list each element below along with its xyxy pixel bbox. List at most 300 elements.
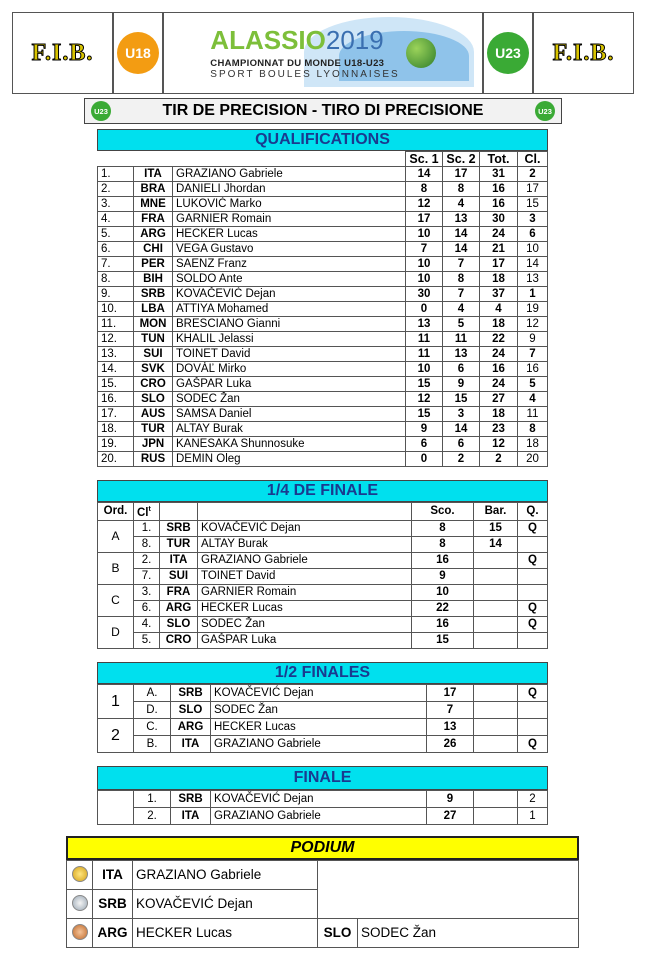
qual-name: ALTAY Burak [173,422,406,437]
quarter-nat: SRB [160,520,198,536]
quarter-ord: C [98,584,134,616]
qual-cl: 11 [518,407,548,422]
final-bar [474,808,518,825]
quarter-cl: 6. [134,600,160,616]
final-rank: 1 [518,808,548,825]
event-logo-box [163,12,483,94]
qual-name: DOVÁĽ Mirko [173,362,406,377]
quarter-q [518,568,548,584]
qual-sc2: 5 [443,317,480,332]
qual-rank: 6. [98,242,134,257]
event-line1: CHAMPIONNAT DU MONDE U18-U23 [210,57,385,69]
quarter-nat: FRA [160,584,198,600]
semi-row [98,719,548,736]
qual-cl: 17 [518,182,548,197]
qual-tot: 16 [480,362,518,377]
qual-tot: 22 [480,332,518,347]
qual-cl: 12 [518,317,548,332]
qual-sc2: 4 [443,197,480,212]
semi-ord: 2 [98,719,134,753]
qual-row [98,197,548,212]
qual-tot: 17 [480,257,518,272]
qual-nat: TUN [134,332,173,347]
qual-row [98,377,548,392]
qual-name: BRESCIANO Gianni [173,317,406,332]
qual-cl: 20 [518,452,548,467]
quarter-name: GAŠPAR Luka [198,632,412,648]
qual-name: GRAZIANO Gabriele [173,167,406,182]
quarter-score: 15 [412,632,474,648]
quarter-bar [474,600,518,616]
qual-tot: 24 [480,347,518,362]
quarter-header: 1/4 DE FINALE [97,480,548,502]
semi-header: 1/2 FINALES [97,662,548,684]
semi-name: HECKER Lucas [211,719,427,736]
quarter-row [98,584,548,600]
qual-tot: 4 [480,302,518,317]
podium-header [66,836,579,860]
qual-name: SAMSA Daniel [173,407,406,422]
qual-sc1: 0 [406,302,443,317]
boule-icon [406,38,436,68]
qual-sc2: 2 [443,452,480,467]
podium-row-bronze [67,919,579,948]
quarter-nat: TUR [160,536,198,552]
qual-rank: 13. [98,347,134,362]
event-name: ALASSIO [210,24,326,55]
event-logo [210,24,435,80]
semi-cl: B. [134,736,171,753]
quarter-q: Q [518,600,548,616]
qual-sc1: 0 [406,452,443,467]
qual-sc2: 11 [443,332,480,347]
qual-nat: CRO [134,377,173,392]
qual-nat: RUS [134,452,173,467]
qual-rank: 9. [98,287,134,302]
bronze-medal-icon [72,924,88,940]
quarter-score: 9 [412,568,474,584]
qual-sc1: 15 [406,377,443,392]
quarter-score: 8 [412,520,474,536]
qual-nat: PER [134,257,173,272]
quarter-name: GRAZIANO Gabriele [198,552,412,568]
semi-row [98,685,548,702]
qual-sc2: 14 [443,227,480,242]
final-nat: SRB [171,791,211,808]
qual-row [98,257,548,272]
qual-row [98,347,548,362]
qual-cl: 10 [518,242,548,257]
col-cl: Cl. [518,152,548,167]
qual-row [98,227,548,242]
gold-medal-icon [72,866,88,882]
quarter-nat: SLO [160,616,198,632]
qual-nat: JPN [134,437,173,452]
quarter-bar: 14 [474,536,518,552]
qual-sc2: 13 [443,347,480,362]
qual-rank: 8. [98,272,134,287]
fib-logo-right-box [533,12,634,94]
final-name: KOVAČEVIĆ Dejan [211,791,427,808]
qual-row [98,422,548,437]
qual-sc1: 17 [406,212,443,227]
qual-sc1: 13 [406,317,443,332]
qual-sc2: 7 [443,257,480,272]
qual-tot: 27 [480,392,518,407]
u23-badge-box [483,12,533,94]
qual-nat: SLO [134,392,173,407]
silver-medal-icon [72,895,88,911]
quarter-name: GARNIER Romain [198,584,412,600]
qual-rank: 15. [98,377,134,392]
podium-bronze-nat: ARG [93,919,133,948]
semi-name: SODEC Žan [211,702,427,719]
semi-name: KOVAČEVIĆ Dejan [211,685,427,702]
quarter-table [97,502,548,649]
u23-small-badge-right: U23 [535,101,555,121]
u23-badge: U23 [487,32,529,74]
quarter-cl: 1. [134,520,160,536]
qual-name: HECKER Lucas [173,227,406,242]
qual-name: KANESAKA Shunnosuke [173,437,406,452]
final-score: 27 [427,808,474,825]
qual-tot: 24 [480,227,518,242]
final-rank: 2 [518,791,548,808]
quarter-cl: 3. [134,584,160,600]
quarter-name: SODEC Žan [198,616,412,632]
quarter-score: 10 [412,584,474,600]
quarter-name: KOVAČEVIĆ Dejan [198,520,412,536]
semi-nat: ITA [171,736,211,753]
qual-sc1: 14 [406,167,443,182]
event-line2: SPORT BOULES LYONNAISES [210,68,400,80]
quarter-score: 22 [412,600,474,616]
quarter-q [518,584,548,600]
qual-sc1: 6 [406,437,443,452]
podium-title: PODIUM [290,839,355,856]
quarter-score: 16 [412,552,474,568]
qual-name: SODEC Žan [173,392,406,407]
qual-sc2: 13 [443,212,480,227]
qual-sc2: 6 [443,437,480,452]
event-year: 2019 [325,24,384,55]
qual-rank: 2. [98,182,134,197]
semi-name: GRAZIANO Gabriele [211,736,427,753]
qualifications-header: QUALIFICATIONS [97,129,548,151]
qualifications-header-row [98,152,548,167]
qual-tot: 37 [480,287,518,302]
qual-name: GAŠPAR Luka [173,377,406,392]
page-title: TIR DE PRECISION - TIRO DI PRECISIONE [162,102,484,119]
qual-name: GARNIER Romain [173,212,406,227]
semi-row [98,736,548,753]
qual-rank: 5. [98,227,134,242]
quarter-ord: A [98,520,134,552]
semi-q: Q [518,685,548,702]
qual-name: VEGA Gustavo [173,242,406,257]
semi-score: 13 [427,719,474,736]
qual-sc1: 7 [406,242,443,257]
qual-tot: 31 [480,167,518,182]
qual-rank: 4. [98,212,134,227]
quarter-ord: D [98,616,134,648]
qual-nat: AUS [134,407,173,422]
u18-badge-box [113,12,163,94]
qual-row [98,272,548,287]
podium-bronze-name: HECKER Lucas [133,919,318,948]
qual-cl: 18 [518,437,548,452]
qual-cl: 15 [518,197,548,212]
col-sc2: Sc. 2 [443,152,480,167]
semi-row [98,702,548,719]
qual-sc1: 15 [406,407,443,422]
qual-row [98,332,548,347]
qual-name: ATTIYA Mohamed [173,302,406,317]
final-nat: ITA [171,808,211,825]
qual-row [98,317,548,332]
quarter-cl: 7. [134,568,160,584]
quarter-score: 16 [412,616,474,632]
quarter-q: Q [518,552,548,568]
podium-bronze2-nat: SLO [318,919,358,948]
qual-row [98,167,548,182]
semi-bar [474,719,518,736]
qual-name: DANIELI Jhordan [173,182,406,197]
qual-sc1: 30 [406,287,443,302]
qual-nat: SUI [134,347,173,362]
qual-name: LUKOVIĆ Marko [173,197,406,212]
quarter-q: Q [518,520,548,536]
qual-sc2: 7 [443,287,480,302]
semi-cl: C. [134,719,171,736]
qual-nat: LBA [134,302,173,317]
qual-sc2: 8 [443,272,480,287]
qual-nat: MNE [134,197,173,212]
qual-sc2: 14 [443,242,480,257]
qual-nat: TUR [134,422,173,437]
u23-small-badge-left: U23 [91,101,111,121]
semi-table [97,684,548,753]
qual-cl: 9 [518,332,548,347]
podium-gold-name: GRAZIANO Gabriele [133,861,318,890]
quarter-row [98,552,548,568]
qual-nat: SVK [134,362,173,377]
quarter-row [98,568,548,584]
semi-bar [474,736,518,753]
quarter-bar [474,616,518,632]
page-title-bar [84,98,562,124]
semi-bar [474,685,518,702]
semi-score: 7 [427,702,474,719]
qual-tot: 2 [480,452,518,467]
qual-row [98,287,548,302]
quarter-cl: 2. [134,552,160,568]
col-sc1: Sc. 1 [406,152,443,167]
semi-ord: 1 [98,685,134,719]
qual-sc1: 12 [406,197,443,212]
quarter-q: Q [518,616,548,632]
qual-cl: 6 [518,227,548,242]
qual-name: DEMIN Oleg [173,452,406,467]
qual-rank: 19. [98,437,134,452]
col-q: Q. [518,503,548,521]
final-score: 9 [427,791,474,808]
qual-row [98,302,548,317]
quarter-cl: 5. [134,632,160,648]
col-sco: Sco. [412,503,474,521]
quarter-q [518,632,548,648]
qual-sc1: 8 [406,182,443,197]
quarter-header-row [98,503,548,521]
final-cl: 2. [134,808,171,825]
qual-sc1: 11 [406,347,443,362]
qual-row [98,407,548,422]
qual-sc1: 11 [406,332,443,347]
qual-nat: MON [134,317,173,332]
qual-sc2: 4 [443,302,480,317]
qual-cl: 8 [518,422,548,437]
semi-q [518,702,548,719]
qual-row [98,242,548,257]
semi-nat: SRB [171,685,211,702]
podium-bronze2-name: SODEC Žan [358,919,579,948]
semi-nat: ARG [171,719,211,736]
qual-sc2: 15 [443,392,480,407]
quarter-row [98,632,548,648]
qual-cl: 19 [518,302,548,317]
qual-row [98,182,548,197]
quarter-bar [474,568,518,584]
qual-rank: 12. [98,332,134,347]
col-bar: Bar. [474,503,518,521]
qual-cl: 1 [518,287,548,302]
podium-gold-nat: ITA [93,861,133,890]
quarter-bar [474,552,518,568]
fib-logo-left-box [12,12,113,94]
semi-nat: SLO [171,702,211,719]
qual-sc1: 10 [406,362,443,377]
qual-tot: 30 [480,212,518,227]
qual-name: TOINET David [173,347,406,362]
qual-sc2: 14 [443,422,480,437]
qual-name: SAENZ Franz [173,257,406,272]
quarter-bar [474,632,518,648]
final-name: GRAZIANO Gabriele [211,808,427,825]
qual-sc2: 8 [443,182,480,197]
qual-cl: 13 [518,272,548,287]
col-ord: Ord. [98,503,134,521]
semi-score: 17 [427,685,474,702]
qual-nat: ITA [134,167,173,182]
qual-row [98,437,548,452]
qual-sc1: 10 [406,272,443,287]
quarter-score: 8 [412,536,474,552]
final-table [97,790,548,825]
final-header: FINALE [97,766,548,790]
podium-silver-name: KOVAČEVIĆ Dejan [133,890,318,919]
quarter-row [98,600,548,616]
qual-rank: 7. [98,257,134,272]
qual-cl: 14 [518,257,548,272]
semi-score: 26 [427,736,474,753]
fib-logo-right: F.I.B. [552,39,615,66]
quarter-name: TOINET David [198,568,412,584]
quarter-bar: 15 [474,520,518,536]
qualifications-table [97,151,548,467]
qual-nat: BRA [134,182,173,197]
final-blank [98,791,134,825]
qual-cl: 5 [518,377,548,392]
semi-cl: D. [134,702,171,719]
podium-row-gold [67,861,579,890]
semi-q: Q [518,736,548,753]
col-clt: Cl$^t$ [134,503,160,521]
fib-logo-left: F.I.B. [31,39,94,66]
qual-sc1: 12 [406,392,443,407]
semi-bar [474,702,518,719]
qual-tot: 12 [480,437,518,452]
qual-name: SOLDO Ante [173,272,406,287]
qual-name: KHALIL Jelassi [173,332,406,347]
qual-sc1: 9 [406,422,443,437]
qual-cl: 7 [518,347,548,362]
podium-silver-nat: SRB [93,890,133,919]
final-cl: 1. [134,791,171,808]
qual-tot: 18 [480,317,518,332]
quarter-nat: ITA [160,552,198,568]
qual-row [98,452,548,467]
quarter-cl: 4. [134,616,160,632]
quarter-nat: SUI [160,568,198,584]
quarter-name: ALTAY Burak [198,536,412,552]
qual-rank: 18. [98,422,134,437]
qual-sc2: 3 [443,407,480,422]
semi-cl: A. [134,685,171,702]
u18-badge: U18 [117,32,159,74]
qual-rank: 1. [98,167,134,182]
qual-row [98,362,548,377]
qual-tot: 18 [480,407,518,422]
qual-sc2: 6 [443,362,480,377]
qual-rank: 17. [98,407,134,422]
quarter-nat: CRO [160,632,198,648]
quarter-nat: ARG [160,600,198,616]
qual-row [98,212,548,227]
quarter-cl: 8. [134,536,160,552]
qual-cl: 16 [518,362,548,377]
qual-sc1: 10 [406,257,443,272]
qual-rank: 16. [98,392,134,407]
semi-q [518,719,548,736]
qual-rank: 11. [98,317,134,332]
qual-rank: 20. [98,452,134,467]
qual-name: KOVAČEVIĆ Dejan [173,287,406,302]
podium-table [66,860,579,948]
final-bar [474,791,518,808]
qual-tot: 24 [480,377,518,392]
qual-tot: 16 [480,182,518,197]
qual-rank: 10. [98,302,134,317]
qual-nat: ARG [134,227,173,242]
qual-nat: FRA [134,212,173,227]
final-row [98,791,548,808]
qual-sc2: 9 [443,377,480,392]
qual-rank: 3. [98,197,134,212]
qual-nat: BIH [134,272,173,287]
quarter-bar [474,584,518,600]
quarter-row [98,520,548,536]
quarter-name: HECKER Lucas [198,600,412,616]
